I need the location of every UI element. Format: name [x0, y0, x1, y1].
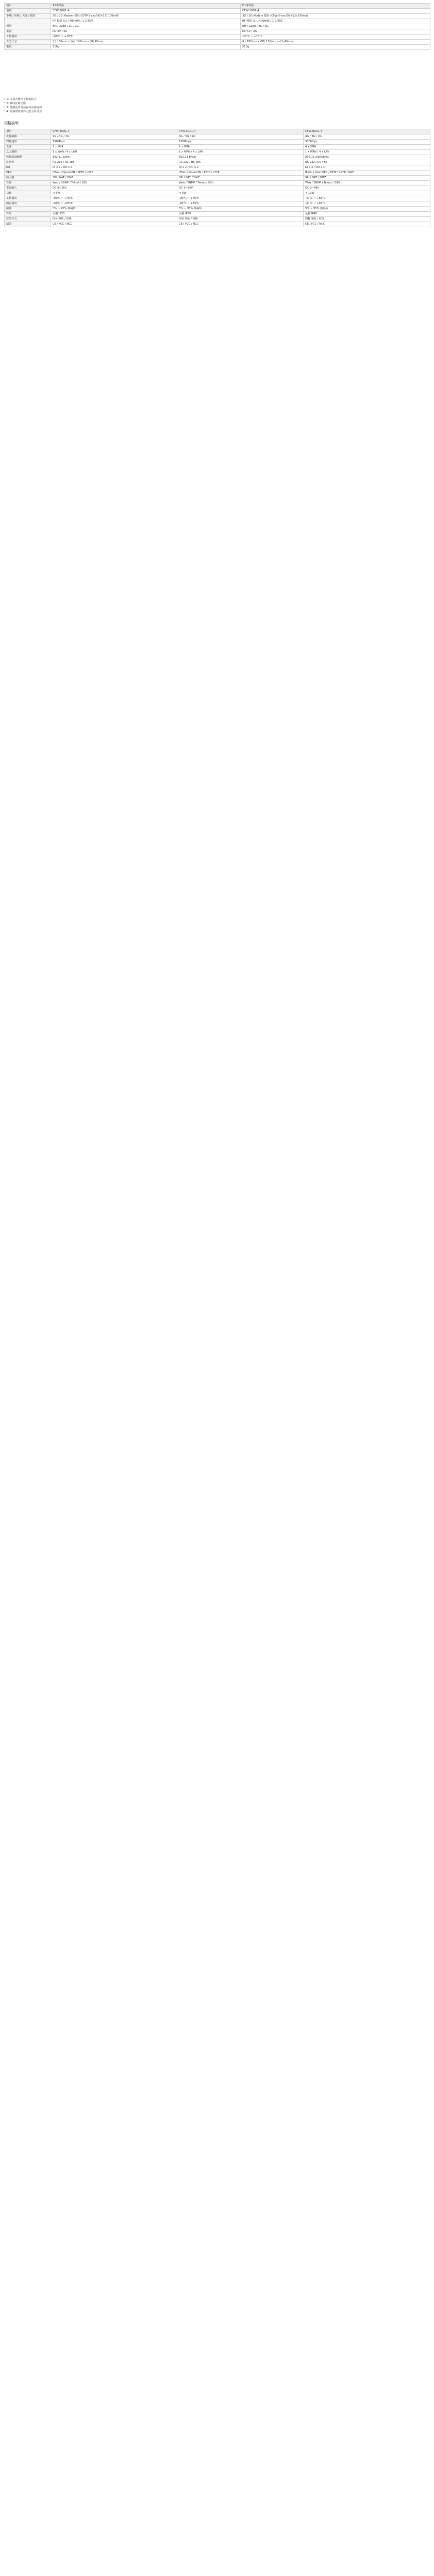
table-row	[5, 45, 430, 50]
table-row	[5, 9, 430, 14]
table-row	[5, 140, 430, 145]
table-cell: 4G / 3G / 2G	[177, 134, 304, 140]
table-cell: DI x 2 / DO x 2	[177, 165, 304, 171]
row-label: 認證	[5, 222, 51, 227]
spec-table-1	[4, 3, 430, 50]
row-label: 防火牆	[5, 176, 51, 181]
table-row	[5, 222, 430, 227]
table-cell: RS-232 / RS-485	[51, 160, 177, 165]
note-line: * 4: 依據環境條件可能有所差異	[4, 110, 42, 113]
table-row	[5, 196, 430, 201]
row-label: 序列埠	[5, 160, 51, 165]
table-cell: 3G / 2G Modem 模組 (CFW-3-xxx/3G+12) 100mW	[241, 14, 430, 19]
row-label	[5, 19, 51, 24]
table-cell: 金屬 IP30	[51, 212, 177, 217]
table-cell: DIN 導軌 / 壁掛	[304, 217, 430, 222]
table-row	[5, 134, 430, 140]
row-label: 無線區域網路	[5, 155, 51, 160]
table-cell: 2 x SMA	[51, 145, 177, 150]
notes-block	[4, 98, 365, 114]
table-cell: -40°C ~ +85°C	[51, 201, 177, 207]
table-row	[5, 171, 430, 176]
table-row	[5, 24, 430, 29]
table-cell: -40°C ~ +85°C	[304, 201, 430, 207]
table-cell: 5% ~ 95% 無凝結	[304, 207, 430, 212]
table-cell: 802.11 b/g/n	[51, 155, 177, 160]
table-row	[5, 150, 430, 155]
row-label: 支援網路	[5, 134, 51, 140]
table-cell: IPSec / OpenVPN / PPTP / L2TP	[177, 171, 304, 176]
table-cell: DI x 2 / DO x 2	[51, 165, 177, 171]
table-row	[5, 29, 430, 35]
table-cell: 1 x WAN / 4 x LAN	[177, 150, 304, 155]
column-header: CFW-3G01-4	[51, 129, 177, 134]
row-label: 安裝方式	[5, 217, 51, 222]
table-cell: SPI / NAT / DMZ	[51, 176, 177, 181]
table-cell: DIN 導軌 / 壁掛	[51, 217, 177, 222]
table-row	[5, 207, 430, 212]
table-cell: DI x 4 / DO x 4	[304, 165, 430, 171]
table-row	[5, 176, 430, 181]
table-cell: -30°C ~ +75°C	[51, 196, 177, 201]
table-cell: Web / SNMP / Telnet / SSH	[304, 181, 430, 186]
table-cell: -40°C ~ +85°C	[304, 196, 430, 201]
table-cell: DC 5V / 2A	[241, 29, 430, 35]
table-cell: 150Mbps	[177, 140, 304, 145]
table-row	[5, 217, 430, 222]
table-cell: 金屬 IP30	[177, 212, 304, 217]
table-cell: (L) 180mm x (W) 120mm x (H) 45mm	[51, 40, 241, 45]
table-cell: < 6W	[51, 191, 177, 196]
table-cell: 4 x SMA	[304, 145, 430, 150]
row-label: 功耗	[5, 191, 51, 196]
table-cell: 4G / 3G / 2G	[51, 134, 177, 140]
column-header: 項目	[5, 129, 51, 134]
row-label: 濕度	[5, 207, 51, 212]
table-cell: DC 9~36V	[51, 186, 177, 191]
note-line: * 3: 連續使用時請保持設備通風	[4, 106, 42, 109]
table-cell: RS-232 / RS-485	[177, 160, 304, 165]
table-cell: 150Mbps	[51, 140, 177, 145]
table-row	[5, 35, 430, 40]
table-cell: 2 x SMA	[177, 145, 304, 150]
table-cell: -20°C ~ +70°C	[241, 35, 430, 40]
table-cell: -40°C ~ +85°C	[177, 201, 304, 207]
table-row	[5, 19, 430, 24]
table-cell: RF 模組 (1) / 400mW / 1-2 頻段	[241, 19, 430, 24]
row-label: 工作溫度	[5, 196, 51, 201]
table-cell: 5% ~ 95% 無凝結	[177, 207, 304, 212]
table-cell: CE / FCC / NCC	[304, 222, 430, 227]
table-cell: SPI / NAT / DMZ	[304, 176, 430, 181]
table-row	[5, 191, 430, 196]
row-label: I/O	[5, 165, 51, 171]
row-label: 管理	[5, 181, 51, 186]
row-label: 外型尺寸	[5, 40, 51, 45]
row-label: 工作溫度	[5, 35, 51, 40]
row-label: 手機 / 射頻 / 天線 / 模組	[5, 14, 51, 19]
table-row	[5, 201, 430, 207]
table-cell: CE / FCC / NCC	[177, 222, 304, 227]
table-cell: < 6W	[177, 191, 304, 196]
table-cell: SPI / NAT / DMZ	[177, 176, 304, 181]
table-cell: Web / SNMP / Telnet / SSH	[177, 181, 304, 186]
table-row	[5, 160, 430, 165]
table-cell: < 10W	[304, 191, 430, 196]
table-cell: Web / SNMP / Telnet / SSH	[51, 181, 177, 186]
table-cell: IPSec / OpenVPN / PPTP / L2TP	[51, 171, 177, 176]
row-label: VPN	[5, 171, 51, 176]
table-cell: CFW-3G01-4	[51, 9, 241, 14]
table-cell: 5% ~ 95% 無凝結	[51, 207, 177, 212]
column-header: A1專業版	[51, 4, 241, 9]
table-cell: CE / FCC / NCC	[51, 222, 177, 227]
row-label: 重量	[5, 45, 51, 50]
row-label: 傳輸速率	[5, 140, 51, 145]
table-cell: 金屬 IP40	[304, 212, 430, 217]
row-label: 儲存溫度	[5, 201, 51, 207]
table-cell: (L) 180mm x (W) 120mm x (H) 45mm	[241, 40, 430, 45]
table-cell: 8M / 32bit / 2G / 3G	[241, 24, 430, 29]
table-row	[5, 155, 430, 160]
table-cell: 8M / 32bit / 2G / 3G	[51, 24, 241, 29]
table-row	[5, 40, 430, 45]
column-header: CFW-3G01-4	[177, 129, 304, 134]
row-label: 電源	[5, 29, 51, 35]
row-label: 天線	[5, 145, 51, 150]
spec-section-title: 規格說明	[4, 121, 19, 125]
table-cell: 1 x WAN / 4 x LAN	[304, 150, 430, 155]
table-row	[5, 145, 430, 150]
table-cell: DC 9~48V	[304, 186, 430, 191]
table-row	[5, 186, 430, 191]
spec-table-2-header	[5, 129, 430, 134]
note-line: * 2: 實時紀錄功能	[4, 102, 26, 105]
table-cell: 510g	[241, 45, 430, 50]
table-cell: 300Mbps	[304, 140, 430, 145]
row-label: 頻譜	[5, 24, 51, 29]
table-cell: -30°C ~ +75°C	[177, 196, 304, 201]
table-cell: CFW-3G01-4	[241, 9, 430, 14]
table-cell: RS-232 / RS-485	[304, 160, 430, 165]
table-cell: DC 5V / 2A	[51, 29, 241, 35]
spec-table-1-header	[5, 4, 430, 9]
table-cell: 3G / 2G Modem 模組 (CFW-3-xxx/3G+12) 100mW	[51, 14, 241, 19]
table-cell: 802.11 a/b/g/n/ac	[304, 155, 430, 160]
table-cell: DC 9~36V	[177, 186, 304, 191]
table-cell: 802.11 b/g/n	[177, 155, 304, 160]
table-cell: 1 x WAN / 4 x LAN	[51, 150, 177, 155]
table-row	[5, 165, 430, 171]
table-cell: 510g	[51, 45, 241, 50]
table-cell: 4G / 3G / 2G	[304, 134, 430, 140]
column-header: D1專業版	[241, 4, 430, 9]
table-row	[5, 181, 430, 186]
spec-table-2	[4, 129, 430, 227]
row-label: 乙太網路	[5, 150, 51, 155]
table-cell: DIN 導軌 / 壁掛	[177, 217, 304, 222]
column-header: CFW-NG01-4	[304, 129, 430, 134]
table-row	[5, 212, 430, 217]
row-label: 電源輸入	[5, 186, 51, 191]
spec-table-2-block	[4, 129, 430, 227]
spec-table-1-block	[4, 3, 430, 50]
table-cell: RF 模組 (1) / 400mW / 1-2 頻段	[51, 19, 241, 24]
table-cell: -20°C ~ +70°C	[51, 35, 241, 40]
table-cell: IPSec / OpenVPN / PPTP / L2TP / GRE	[304, 171, 430, 176]
table-row	[5, 14, 430, 19]
note-line: * 1: 支援各種電子標籤格式	[4, 98, 37, 101]
row-label: 型號	[5, 9, 51, 14]
column-header: 項目	[5, 4, 51, 9]
row-label: 外殼	[5, 212, 51, 217]
